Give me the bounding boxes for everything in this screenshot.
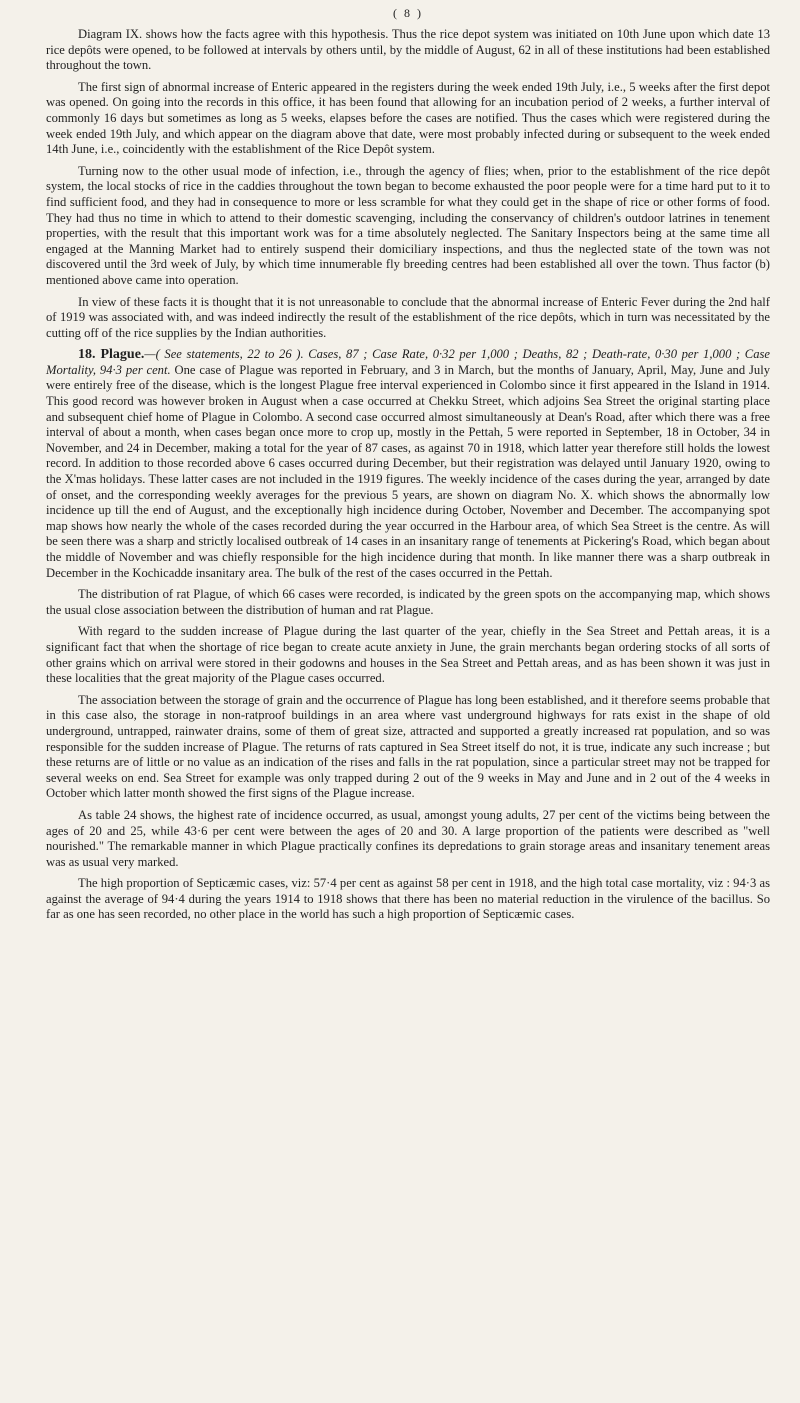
paragraph-diagram-ix: Diagram IX. shows how the facts agree with this hypothesis. Thus the rice depot system was initiated on 10th June upon which date 13 rice depôts were opened, to be followed at intervals by others until, by the middle of August, 62 in all of these institutions had been established throughout the town. xyxy=(46,27,770,73)
plague-section-heading: 18. Plague. xyxy=(78,347,145,363)
plague-statistics: —( See statements, 22 to 26 ). Cases, 87 ; Case Rate, 0·32 per 1,000 ; Deaths, 82 ; Death-rate, 0·30 per 1,000 ; Case Mortality, 94·3 per cent. xyxy=(46,347,770,377)
paragraph-rat-plague: The distribution of rat Plague, of which 66 cases were recorded, is indicated by the green spots on the accompanying map, which shows the usual close association between the distribution of human and rat Plague. xyxy=(46,587,770,617)
paragraph-age-incidence: As table 24 shows, the highest rate of incidence occurred, as usual, amongst young adults, 27 per cent of the victims being between the ages of 20 and 25, while 43·6 per cent were between the ages of 20 and 30. A large proportion of the patients were described as "well nourished." The remarkable manner in which Plague practically confines its depredations to grain storage areas and insanitary tenement areas was as usual very marked. xyxy=(46,807,770,869)
plague-narrative: One case of Plague was reported in February, and 3 in March, but the months of January, April, May, June and July were entirely free of the disease, which is the longest Plague free interval experienced in Colombo since it first appeared in the Island in 1914. This good record was however broken in August when a case occurred at Chekku Street, which adjoins Sea Street the original starting place and subsequent chief home of Plague in Colombo. A second case occurred almost simultaneously at Dean's Road, after which there was a free interval of about a month, when cases began once more to crop up, mostly in the Pettah, 5 were reported in September, 18 in October, 34 in November, and 24 in December, making a total for the year of 87 cases, as against 70 in 1918, which latter year therefore still holds the lowest record. In addition to those recorded above 6 cases occurred during December, but their registration was delayed until January 1920, owing to the X'mas holidays. These latter cases are not included in the 1919 figures. The weekly incidence of the cases during the year, arranged by date of onset, and the corresponding weekly averages for the previous 5 years, are shown on diagram No. X. which shows the abnormally low incidence up till the end of August, and the exceptionally high incidence during October, November and December. The accompanying spot map shows how nearly the whole of the cases recorded during the year occurred in the Harbour area, of which Sea Street is the centre. As will be seen there was a sharp and strictly localised outbreak of 14 cases in an insanitary range of tenements at Pickering's Road, which began about the middle of November and was chiefly responsible for the high incidence during that month. In like manner there was a sharp outbreak in December in the Kochicadde insanitary area. The bulk of the rest of the cases occurred in the Pettah. xyxy=(46,362,770,580)
paragraph-grain-storage: With regard to the sudden increase of Plague during the last quarter of the year, chiefly in the Sea Street and Pettah areas, it is a significant fact that when the shortage of rice began to create acute anxiety in June, the grain merchants began ordering stocks of all sorts of other grains which on arrival were stored in their godowns and houses in the Sea Street and Pettah areas, and as has been shown it was just in these localities that the great majority of the Plague cases occurred. xyxy=(46,624,770,686)
paragraph-septicaemic: The high proportion of Septicæmic cases, viz: 57·4 per cent as against 58 per cent in 1918, and the high total case mortality, viz : 94·3 as against the average of 94·4 during the years 1914 to 1918 shows that there has been no material reduction in the virulence of the bacillus. So far as one has seen recorded, no other place in the world has such a high proportion of Septicæmic cases. xyxy=(46,876,770,922)
paragraph-enteric-conclusion: In view of these facts it is thought that it is not unreasonable to conclude that the abnormal increase of Enteric Fever during the 2nd half of 1919 was associated with, and was indeed indirectly the result of the establishment of the rice depôts, which in turn was necessitated by the cutting off of the rice supplies by the Indian authorities. xyxy=(46,294,770,340)
page-number: ( 8 ) xyxy=(393,6,423,20)
paragraph-plague xyxy=(46,347,770,581)
paragraph-flies-infection: Turning now to the other usual mode of infection, i.e., through the agency of flies; when, prior to the establishment of the rice depôt system, the local stocks of rice in the caddies throughout the town began to become exhausted the poor people were for a time hard put to it to find sufficient food, and they had in consequence to more or less scramble for what they could get in the shape of rice or other forms of food. They had thus no time in which to attend to their domestic scavenging, including the conservancy of children's outdoor latrines in tenement properties, with the result that this important work was for a time absolutely neglected. The Sanitary Inspectors being at the same time all engaged at the Manning Market had to entirely suspend their domiciliary inspections, and thus the neglected state of the town was not discovered until the 3rd week of July, by which time innumerable fly breeding centres had been established all over the town. Thus factor (b) mentioned above came into operation. xyxy=(46,163,770,287)
paragraph-grain-association: The association between the storage of grain and the occurrence of Plague has long been established, and it therefore seems probable that in this case also, the storage in non-ratproof buildings in an area where vast underground highways for rats exist in the shape of old underground, untrapped, rainwater drains, some of them of great size, attracted and supported a greatly increased rat population, and so was responsible for the sudden increase of Plague. The returns of rats captured in Sea Street itself do not, it is true, indicate any such increase ; but these returns are of little or no value as an indication of the rises and falls in the rat population, since a particular street may not be trapped for several weeks on end. Sea Street for example was only trapped during 2 out of the 9 weeks in May and June and in 2 out of the 4 weeks in October which latter month showed the first signs of the Plague increase. xyxy=(46,692,770,801)
paragraph-enteric-first-sign: The first sign of abnormal increase of Enteric appeared in the registers during the week ended 19th July, i.e., 5 weeks after the first depot was opened. On going into the records in this office, it has been found that allowing for an incubation period of 2 weeks, a further interval of commonly 16 days but sometimes as long as 5 weeks, elapses before the cases are notified. Thus the cases which were registered during the week ended 19th July, and which appear on the diagram above that date, were most probably infected during or subsequent to the week ended 14th June, i.e., coincidently with the establishment of the Rice Depôt system. xyxy=(46,79,770,157)
